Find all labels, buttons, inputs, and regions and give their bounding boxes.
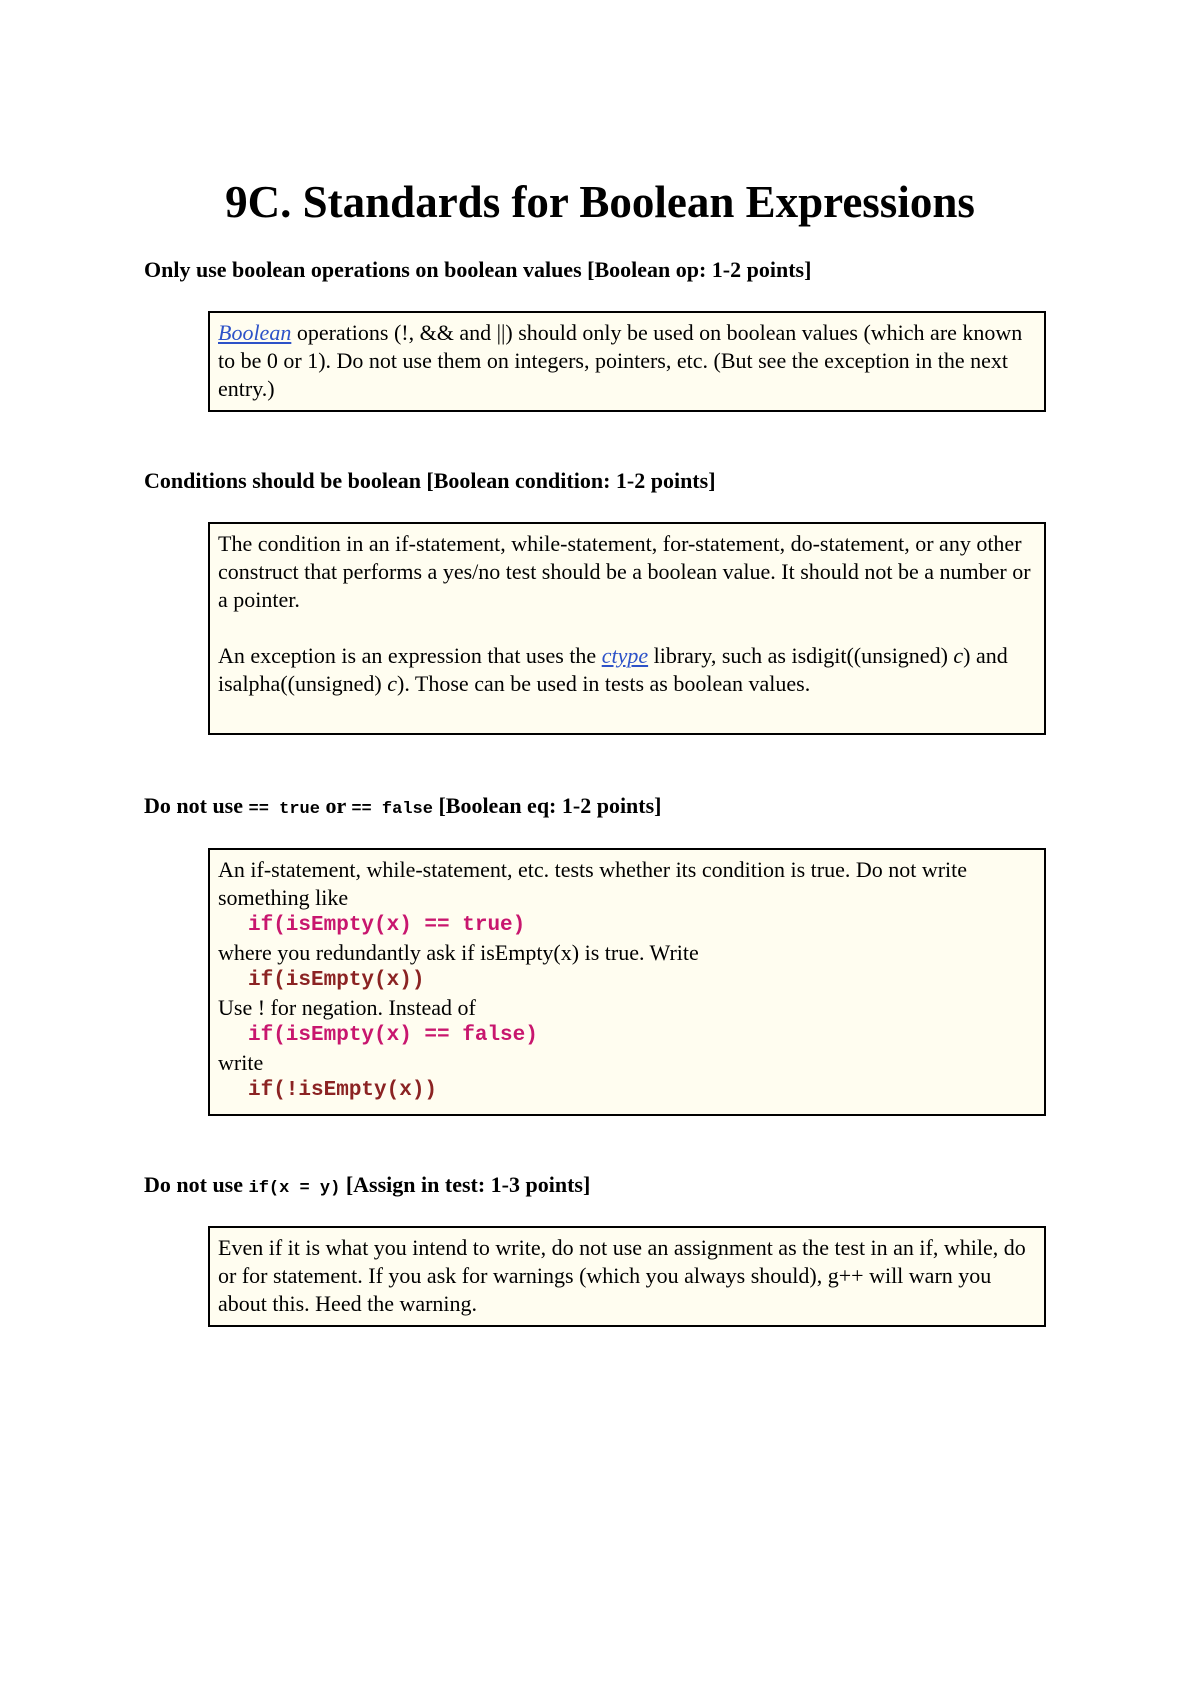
section-heading-boolean-eq: Do not use == true or == false [Boolean eq: 1-2 points] [144, 793, 662, 819]
boolean-link[interactable]: Boolean [218, 320, 292, 345]
paragraph-gap [218, 614, 1036, 642]
rule-text-eq-4: write [218, 1050, 264, 1075]
rule-text-eq-1: An if-statement, while-statement, etc. tests whether its condition is true. Do not write something like [218, 857, 968, 910]
section-heading-boolean-op: Only use boolean operations on boolean values [Boolean op: 1-2 points] [144, 257, 812, 282]
rule-text-boolean-op [218, 319, 1036, 403]
section-heading-boolean-condition: Conditions should be boolean [Boolean condition: 1-2 points] [144, 468, 716, 493]
rule-text-condition-p2: An exception is an expression that uses the ctype library, such as isdigit((unsigned) c) and isalpha((unsigned) c). Those can be used in tests as boolean values. [218, 643, 1008, 696]
rule-text-eq-3: Use ! for negation. Instead of [218, 995, 476, 1020]
rule-box-boolean-op [208, 311, 1046, 412]
code-example-eq-true: if(isEmpty(x) == true) [248, 914, 526, 937]
ctype-link[interactable]: ctype [601, 643, 649, 668]
rule-text-condition-p1: The condition in an if-statement, while-statement, for-statement, do-statement, or any other construct that performs a yes/no test should be a boolean value. It should not be a number or a pointer. [218, 531, 1031, 612]
code-assign: if(x = y) [248, 1179, 341, 1198]
rule-box-boolean-eq [208, 848, 1046, 1116]
rule-box-boolean-condition [208, 522, 1046, 735]
var-c: c [953, 643, 964, 668]
code-example-good-1: if(isEmpty(x)) [248, 969, 425, 992]
rule-box-assign-in-test [208, 1226, 1046, 1327]
code-eq-true: == true [248, 800, 320, 819]
code-example-good-2: if(!isEmpty(x)) [248, 1079, 438, 1102]
var-c: c [387, 671, 397, 696]
rule-text-boolean-op-body: operations (!, && and ||) should only be used on boolean values (which are known to be 0 or 1). Do not use them on integers, pointers, etc. (But see the exception in the next entry.) [218, 320, 1023, 401]
code-example-eq-false: if(isEmpty(x) == false) [248, 1024, 538, 1047]
code-eq-false: == false [351, 800, 433, 819]
rule-text-assign: Even if it is what you intend to write, do not use an assignment as the test in an if, while, do or for statement. If you ask for warnings (which you always should), g++ will warn you about this. Heed the warning. [218, 1235, 1026, 1316]
section-heading-assign-in-test: Do not use if(x = y) [Assign in test: 1-3 points] [144, 1172, 591, 1198]
rule-text-eq-2: where you redundantly ask if isEmpty(x) is true. Write [218, 940, 699, 965]
page-title: 9C. Standards for Boolean Expressions [225, 177, 975, 227]
